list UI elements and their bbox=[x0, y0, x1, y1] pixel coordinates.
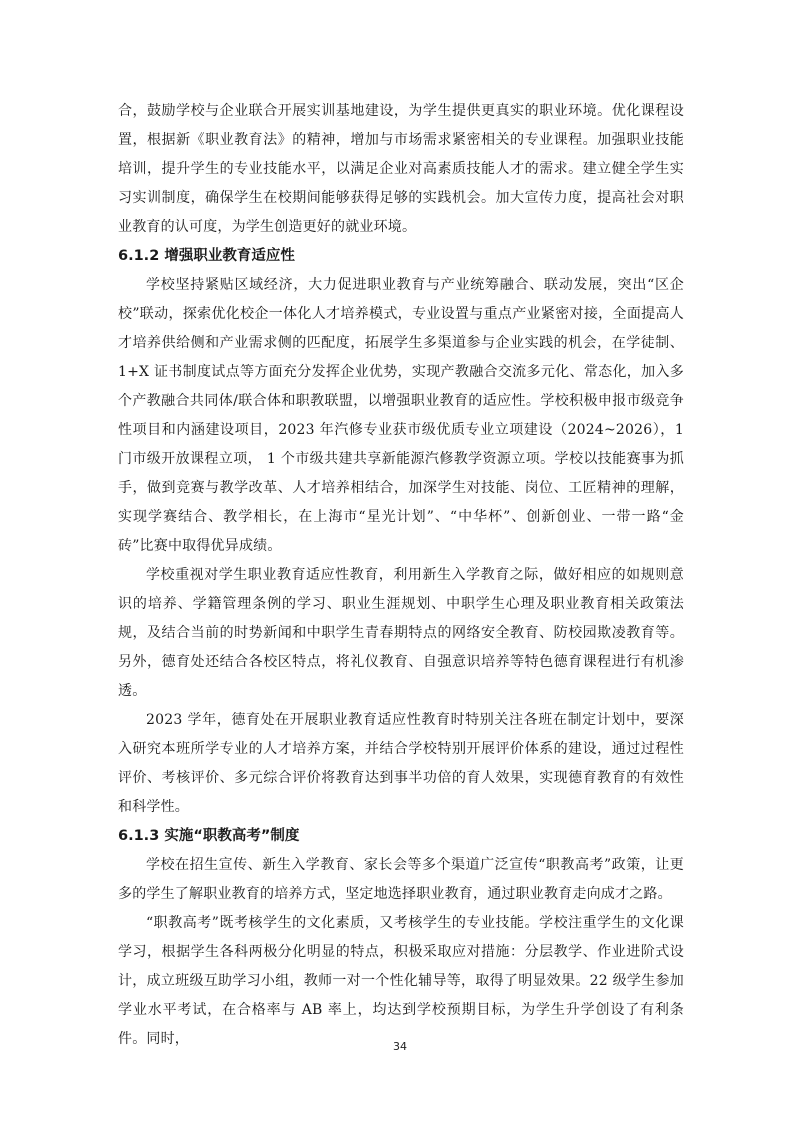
section-heading-6-1-3: 6.1.3 实施“职教高考”制度 bbox=[118, 828, 300, 844]
page-body bbox=[118, 97, 684, 1054]
paragraph: 2023 学年，德育处在开展职业教育适应性教育时特别关注各班在制定计划中，要深入研究本班所学专业的人才培养方案，并结合学校特别开展评价体系的建设，通过过程性评价、考核评价、多元综合评价将教育达到事半功倍的育人效果，实现德育教育的有效性和科学性。 bbox=[118, 712, 684, 815]
paragraph-continuation: 合，鼓励学校与企业联合开展实训基地建设，为学生提供更真实的职业环境。优化课程设置，根据新《职业教育法》的精神，增加与市场需求紧密相关的专业课程。加强职业技能培训，提升学生的专业技能水平，以满足企业对高素质技能人才的需求。建立健全学生实习实训制度，确保学生在校期间能够获得足够的实践机会。加大宣传力度，提高社会对职业教育的认可度，为学生创造更好的就业环境。 bbox=[118, 103, 684, 235]
paragraph: 学校在招生宣传、新生入学教育、家长会等多个渠道广泛宣传“职教高考”政策，让更多的学生了解职业教育的培养方式，坚定地选择职业教育，通过职业教育走向成才之路。 bbox=[118, 857, 684, 902]
paragraph: “职教高考”既考核学生的文化素质，又考核学生的专业技能。学校注重学生的文化课学习，根据学生各科两极分化明显的特点，积极采取应对措施：分层教学、作业进阶式设计，成立班级互助学习小组，教师一对一个性化辅导等，取得了明显效果。22 级学生参加学业水平考试，在合格率与 AB 率上，均达到学校预期目标，为学生升学创设了有利条件。同时， bbox=[118, 915, 684, 1047]
paragraph: 学校重视对学生职业教育适应性教育，利用新生入学教育之际，做好相应的如规则意识的培养、学籍管理条例的学习、职业生涯规划、中职学生心理及职业教育相关政策法规，及结合当前的时势新闻和中职学生青春期特点的网络安全教育、防校园欺凌教育等。另外，德育处还结合各校区特点，将礼仪教育、自强意识培养等特色德育课程进行有机渗透。 bbox=[118, 567, 684, 699]
page-number: 34 bbox=[393, 1040, 407, 1053]
paragraph: 学校坚持紧贴区域经济，大力促进职业教育与产业统筹融合、联动发展，突出“区企校”联动，探索优化校企一体化人才培养模式，专业设置与重点产业紧密对接，全面提高人才培养供给侧和产业需求侧的匹配度，拓展学生多渠道参与企业实践的机会，在学徒制、1+X 证书制度试点等方面充分发挥企业优势，实现产教融合交流多元化、常态化，加入多个产教融合共同体/联合体和职教联盟，以增强职业教育的适应性。学校积极申报市级竞争性项目和内涵建设项目，2023 年汽修专业获市级优质专业立项建设（2024~2026），1 门市级开放课程立项， 1 个市级共建共享新能源汽修教学资源立项。学校以技能赛事为抓手，做到竞赛与教学改革、人才培养相结合，加深学生对技能、岗位、工匠精神的理解，实现学赛结合、教学相长，在上海市“星光计划”、“中华杯”、创新创业、一带一路“金砖”比赛中取得优异成绩。 bbox=[118, 277, 684, 554]
section-heading-6-1-2: 6.1.2 增强职业教育适应性 bbox=[118, 248, 295, 264]
